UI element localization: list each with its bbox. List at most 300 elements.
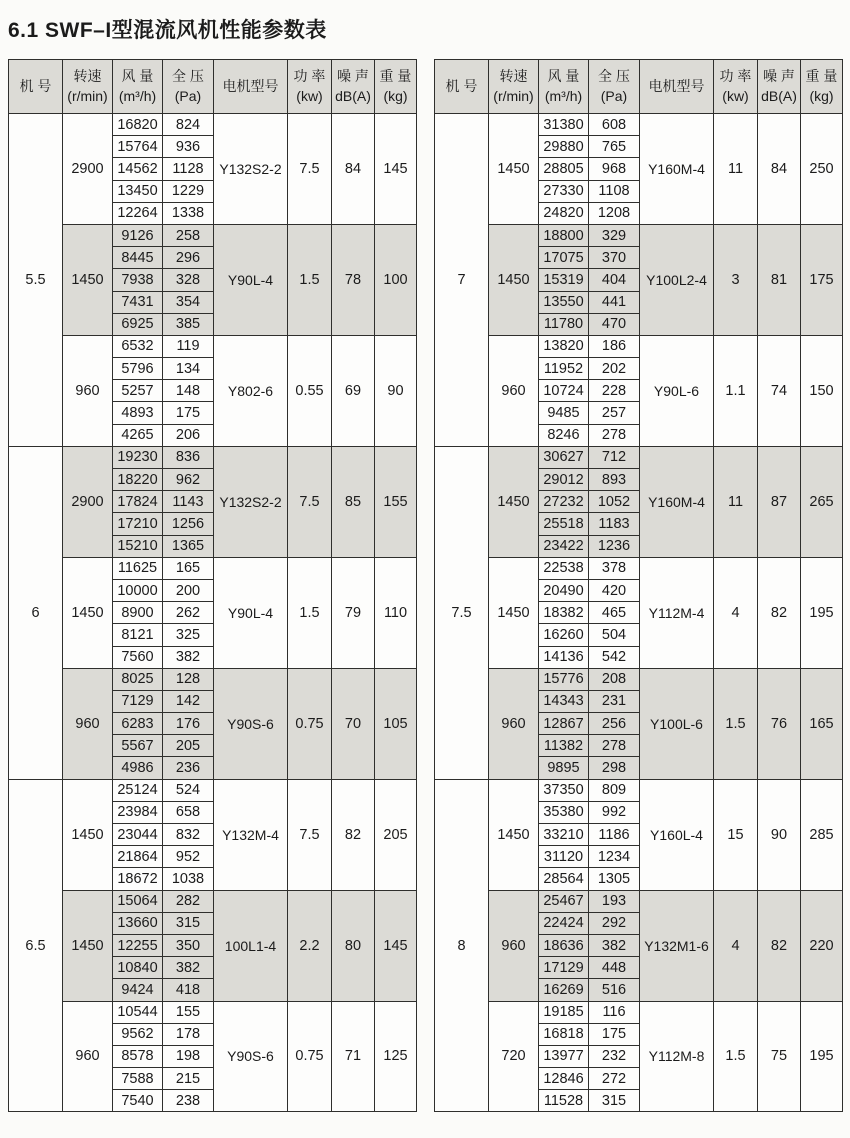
pressure-cell: 765: [589, 136, 640, 158]
flow-cell: 15064: [113, 890, 163, 912]
header-unit: (kw): [296, 87, 323, 104]
pressure-cell: 936: [163, 136, 214, 158]
pressure-cell: 206: [163, 424, 214, 446]
flow-cell: 18220: [113, 469, 163, 491]
header-unit: (Pa): [174, 87, 202, 104]
power-cell: 0.75: [288, 1001, 332, 1112]
flow-cell: 13660: [113, 912, 163, 934]
flow-cell: 28805: [539, 158, 589, 180]
table-row: [9, 557, 417, 579]
table-row: [9, 224, 417, 246]
pressure-cell: 298: [589, 757, 640, 779]
header-unit: (Pa): [600, 87, 628, 104]
weight-cell: 100: [375, 224, 417, 335]
motor-cell: 100L1-4: [214, 890, 288, 1001]
power-cell: 1.5: [714, 668, 758, 779]
power-cell: 2.2: [288, 890, 332, 1001]
pressure-cell: 238: [163, 1090, 214, 1112]
noise-cell: 81: [758, 224, 801, 335]
power-cell: 11: [714, 114, 758, 225]
noise-cell: 82: [758, 557, 801, 668]
pressure-cell: 712: [589, 446, 640, 468]
flow-cell: 31120: [539, 846, 589, 868]
pressure-cell: 404: [589, 269, 640, 291]
pressure-cell: 292: [589, 912, 640, 934]
flow-cell: 19185: [539, 1001, 589, 1023]
power-cell: 1.5: [288, 224, 332, 335]
flow-cell: 5257: [113, 380, 163, 402]
pressure-cell: 208: [589, 668, 640, 690]
pressure-cell: 516: [589, 979, 640, 1001]
header-power: [714, 60, 758, 114]
pressure-cell: 236: [163, 757, 214, 779]
pressure-cell: 329: [589, 224, 640, 246]
pressure-cell: 608: [589, 114, 640, 136]
pressure-cell: 1038: [163, 868, 214, 890]
header-label: 功 率: [293, 67, 326, 84]
flow-cell: 22424: [539, 912, 589, 934]
flow-cell: 16820: [113, 114, 163, 136]
flow-cell: 14136: [539, 646, 589, 668]
motor-cell: Y132S2-2: [214, 446, 288, 557]
flow-cell: 12846: [539, 1068, 589, 1090]
table-row: [435, 668, 843, 690]
power-cell: 0.75: [288, 668, 332, 779]
pressure-cell: 382: [163, 957, 214, 979]
header-unit: dB(A): [335, 87, 371, 104]
noise-cell: 87: [758, 446, 801, 557]
pressure-cell: 465: [589, 602, 640, 624]
header-label: 功 率: [719, 67, 752, 84]
noise-cell: 69: [332, 335, 375, 446]
noise-cell: 90: [758, 779, 801, 890]
pressure-cell: 228: [589, 380, 640, 402]
flow-cell: 5796: [113, 358, 163, 380]
table-row: [9, 890, 417, 912]
noise-cell: 78: [332, 224, 375, 335]
pressure-cell: 116: [589, 1001, 640, 1023]
power-cell: 3: [714, 224, 758, 335]
weight-cell: 265: [801, 446, 843, 557]
pressure-cell: 1305: [589, 868, 640, 890]
flow-cell: 24820: [539, 202, 589, 224]
pressure-cell: 354: [163, 291, 214, 313]
speed-cell: 1450: [63, 779, 113, 890]
header-unit: (m³/h): [118, 87, 157, 104]
pressure-cell: 824: [163, 114, 214, 136]
weight-cell: 285: [801, 779, 843, 890]
table-row: [435, 557, 843, 579]
pressure-cell: 1208: [589, 202, 640, 224]
header-speed: [63, 60, 113, 114]
flow-cell: 12867: [539, 713, 589, 735]
header-label: 噪 声: [763, 67, 795, 84]
power-cell: 1.1: [714, 335, 758, 446]
pressure-cell: 370: [589, 247, 640, 269]
flow-cell: 23044: [113, 824, 163, 846]
header-weight: [375, 60, 417, 114]
pressure-cell: 836: [163, 446, 214, 468]
header-size: [435, 60, 489, 114]
speed-cell: 2900: [63, 114, 113, 225]
pressure-cell: 382: [589, 934, 640, 956]
header-motor: [640, 60, 714, 114]
pressure-cell: 952: [163, 846, 214, 868]
header-speed: [489, 60, 539, 114]
pressure-cell: 256: [589, 713, 640, 735]
pressure-cell: 962: [163, 469, 214, 491]
noise-cell: 85: [332, 446, 375, 557]
weight-cell: 125: [375, 1001, 417, 1112]
noise-cell: 84: [332, 114, 375, 225]
weight-cell: 105: [375, 668, 417, 779]
pressure-cell: 1256: [163, 513, 214, 535]
flow-cell: 15210: [113, 535, 163, 557]
header-label: 重 量: [805, 67, 838, 84]
pressure-cell: 128: [163, 668, 214, 690]
weight-cell: 150: [801, 335, 843, 446]
speed-cell: 2900: [63, 446, 113, 557]
pressure-cell: 1229: [163, 180, 214, 202]
table-row: [9, 335, 417, 357]
pressure-cell: 1128: [163, 158, 214, 180]
flow-cell: 7431: [113, 291, 163, 313]
speed-cell: 1450: [63, 890, 113, 1001]
header-unit: (kg): [383, 87, 408, 104]
flow-cell: 14343: [539, 690, 589, 712]
flow-cell: 10000: [113, 579, 163, 601]
flow-cell: 28564: [539, 868, 589, 890]
motor-cell: Y90L-4: [214, 224, 288, 335]
flow-cell: 29880: [539, 136, 589, 158]
motor-cell: Y112M-4: [640, 557, 714, 668]
flow-cell: 37350: [539, 779, 589, 801]
flow-cell: 8578: [113, 1045, 163, 1067]
weight-cell: 195: [801, 557, 843, 668]
flow-cell: 11780: [539, 313, 589, 335]
power-cell: 11: [714, 446, 758, 557]
flow-cell: 7938: [113, 269, 163, 291]
header-label: 噪 声: [337, 67, 369, 84]
flow-cell: 12264: [113, 202, 163, 224]
flow-cell: 35380: [539, 801, 589, 823]
flow-cell: 6925: [113, 313, 163, 335]
flow-cell: 20490: [539, 579, 589, 601]
pressure-cell: 542: [589, 646, 640, 668]
page-title: 6.1 SWF–I型混流风机性能参数表: [8, 19, 327, 42]
pressure-cell: 315: [589, 1090, 640, 1112]
header-pressure: [589, 60, 640, 114]
speed-cell: 720: [489, 1001, 539, 1112]
pressure-cell: 119: [163, 335, 214, 357]
pressure-cell: 385: [163, 313, 214, 335]
header-size: [9, 60, 63, 114]
flow-cell: 18672: [113, 868, 163, 890]
noise-cell: 70: [332, 668, 375, 779]
power-cell: 4: [714, 557, 758, 668]
pressure-cell: 1186: [589, 824, 640, 846]
header-label: 风 量: [547, 67, 580, 84]
flow-cell: 27330: [539, 180, 589, 202]
pressure-cell: 272: [589, 1068, 640, 1090]
pressure-cell: 175: [163, 402, 214, 424]
pressure-cell: 1143: [163, 491, 214, 513]
motor-cell: Y160L-4: [640, 779, 714, 890]
pressure-cell: 175: [589, 1023, 640, 1045]
noise-cell: 82: [758, 890, 801, 1001]
fan-performance-table-right: [434, 59, 843, 1112]
pressure-cell: 205: [163, 735, 214, 757]
header-label: 全 压: [598, 67, 630, 84]
weight-cell: 145: [375, 890, 417, 1001]
flow-cell: 5567: [113, 735, 163, 757]
speed-cell: 960: [63, 1001, 113, 1112]
speed-cell: 1450: [63, 557, 113, 668]
header-label: 转速: [499, 67, 528, 84]
header-pressure: [163, 60, 214, 114]
pressure-cell: 1236: [589, 535, 640, 557]
power-cell: 7.5: [288, 779, 332, 890]
flow-cell: 13820: [539, 335, 589, 357]
flow-cell: 6532: [113, 335, 163, 357]
pressure-cell: 258: [163, 224, 214, 246]
flow-cell: 15319: [539, 269, 589, 291]
pressure-cell: 325: [163, 624, 214, 646]
header-row: [9, 60, 417, 114]
noise-cell: 82: [332, 779, 375, 890]
flow-cell: 10724: [539, 380, 589, 402]
flow-cell: 23422: [539, 535, 589, 557]
table-row: [9, 1001, 417, 1023]
flow-cell: 17824: [113, 491, 163, 513]
flow-cell: 9485: [539, 402, 589, 424]
pressure-cell: 282: [163, 890, 214, 912]
pressure-cell: 448: [589, 957, 640, 979]
header-motor: [214, 60, 288, 114]
power-cell: 7.5: [288, 446, 332, 557]
noise-cell: 79: [332, 557, 375, 668]
header-row: [435, 60, 843, 114]
size-cell: 6: [9, 446, 63, 779]
pressure-cell: 200: [163, 579, 214, 601]
pressure-cell: 658: [163, 801, 214, 823]
table-row: [9, 114, 417, 136]
flow-cell: 13977: [539, 1045, 589, 1067]
weight-cell: 205: [375, 779, 417, 890]
fan-performance-table-left: [8, 59, 417, 1112]
motor-cell: Y90L-4: [214, 557, 288, 668]
header-unit: (kw): [722, 87, 749, 104]
table-row: [435, 446, 843, 468]
header-flow: [539, 60, 589, 114]
motor-cell: Y802-6: [214, 335, 288, 446]
flow-cell: 17129: [539, 957, 589, 979]
pressure-cell: 186: [589, 335, 640, 357]
pressure-cell: 504: [589, 624, 640, 646]
pressure-cell: 193: [589, 890, 640, 912]
power-cell: 1.5: [714, 1001, 758, 1112]
pressure-cell: 202: [589, 358, 640, 380]
header-label: 重 量: [379, 67, 412, 84]
flow-cell: 23984: [113, 801, 163, 823]
pressure-cell: 1234: [589, 846, 640, 868]
pressure-cell: 1338: [163, 202, 214, 224]
header-label: 机 号: [19, 77, 52, 94]
motor-cell: Y160M-4: [640, 114, 714, 225]
flow-cell: 11382: [539, 735, 589, 757]
pressure-cell: 278: [589, 735, 640, 757]
table-row: [9, 446, 417, 468]
header-unit: (r/min): [493, 87, 534, 104]
noise-cell: 76: [758, 668, 801, 779]
weight-cell: 250: [801, 114, 843, 225]
flow-cell: 19230: [113, 446, 163, 468]
flow-cell: 25467: [539, 890, 589, 912]
pressure-cell: 231: [589, 690, 640, 712]
pressure-cell: 524: [163, 779, 214, 801]
flow-cell: 9562: [113, 1023, 163, 1045]
header-weight: [801, 60, 843, 114]
flow-cell: 16260: [539, 624, 589, 646]
speed-cell: 960: [63, 335, 113, 446]
flow-cell: 31380: [539, 114, 589, 136]
motor-cell: Y90S-6: [214, 1001, 288, 1112]
header-unit: (kg): [809, 87, 834, 104]
table-row: [435, 890, 843, 912]
power-cell: 7.5: [288, 114, 332, 225]
flow-cell: 12255: [113, 934, 163, 956]
flow-cell: 17210: [113, 513, 163, 535]
noise-cell: 74: [758, 335, 801, 446]
flow-cell: 11952: [539, 358, 589, 380]
table-row: [435, 224, 843, 246]
pressure-cell: 315: [163, 912, 214, 934]
weight-cell: 195: [801, 1001, 843, 1112]
weight-cell: 175: [801, 224, 843, 335]
flow-cell: 18800: [539, 224, 589, 246]
weight-cell: 145: [375, 114, 417, 225]
flow-cell: 21864: [113, 846, 163, 868]
flow-cell: 22538: [539, 557, 589, 579]
table-row: [435, 779, 843, 801]
flow-cell: 10840: [113, 957, 163, 979]
header-noise: [758, 60, 801, 114]
flow-cell: 8445: [113, 247, 163, 269]
header-flow: [113, 60, 163, 114]
header-unit: (m³/h): [544, 87, 583, 104]
speed-cell: 1450: [63, 224, 113, 335]
header-label: 电机型号: [222, 77, 279, 94]
flow-cell: 11625: [113, 557, 163, 579]
power-cell: 0.55: [288, 335, 332, 446]
pressure-cell: 1108: [589, 180, 640, 202]
flow-cell: 13550: [539, 291, 589, 313]
header-label: 风 量: [121, 67, 154, 84]
header-unit: (r/min): [67, 87, 108, 104]
pressure-cell: 278: [589, 424, 640, 446]
flow-cell: 14562: [113, 158, 163, 180]
pressure-cell: 232: [589, 1045, 640, 1067]
flow-cell: 7560: [113, 646, 163, 668]
weight-cell: 220: [801, 890, 843, 1001]
motor-cell: Y160M-4: [640, 446, 714, 557]
flow-cell: 11528: [539, 1090, 589, 1112]
flow-cell: 25518: [539, 513, 589, 535]
noise-cell: 75: [758, 1001, 801, 1112]
pressure-cell: 832: [163, 824, 214, 846]
flow-cell: 25124: [113, 779, 163, 801]
pressure-cell: 382: [163, 646, 214, 668]
pressure-cell: 418: [163, 979, 214, 1001]
size-cell: 6.5: [9, 779, 63, 1112]
speed-cell: 960: [489, 335, 539, 446]
pressure-cell: 148: [163, 380, 214, 402]
flow-cell: 8121: [113, 624, 163, 646]
motor-cell: Y100L-6: [640, 668, 714, 779]
flow-cell: 15776: [539, 668, 589, 690]
pressure-cell: 262: [163, 602, 214, 624]
flow-cell: 17075: [539, 247, 589, 269]
flow-cell: 13450: [113, 180, 163, 202]
size-cell: 7: [435, 114, 489, 447]
pressure-cell: 1365: [163, 535, 214, 557]
tables-container: [8, 59, 850, 1112]
flow-cell: 18636: [539, 934, 589, 956]
size-cell: 5.5: [9, 114, 63, 447]
speed-cell: 1450: [489, 557, 539, 668]
flow-cell: 7588: [113, 1068, 163, 1090]
motor-cell: Y132S2-2: [214, 114, 288, 225]
pressure-cell: 296: [163, 247, 214, 269]
weight-cell: 165: [801, 668, 843, 779]
motor-cell: Y132M1-6: [640, 890, 714, 1001]
table-row: [435, 335, 843, 357]
flow-cell: 9424: [113, 979, 163, 1001]
weight-cell: 155: [375, 446, 417, 557]
table-row: [9, 779, 417, 801]
speed-cell: 1450: [489, 779, 539, 890]
pressure-cell: 1052: [589, 491, 640, 513]
speed-cell: 1450: [489, 114, 539, 225]
flow-cell: 4265: [113, 424, 163, 446]
noise-cell: 71: [332, 1001, 375, 1112]
flow-cell: 33210: [539, 824, 589, 846]
motor-cell: Y90L-6: [640, 335, 714, 446]
flow-cell: 27232: [539, 491, 589, 513]
flow-cell: 4986: [113, 757, 163, 779]
pressure-cell: 215: [163, 1068, 214, 1090]
flow-cell: 30627: [539, 446, 589, 468]
pressure-cell: 134: [163, 358, 214, 380]
noise-cell: 84: [758, 114, 801, 225]
pressure-cell: 155: [163, 1001, 214, 1023]
pressure-cell: 1183: [589, 513, 640, 535]
weight-cell: 110: [375, 557, 417, 668]
speed-cell: 1450: [489, 446, 539, 557]
flow-cell: 18382: [539, 602, 589, 624]
flow-cell: 10544: [113, 1001, 163, 1023]
flow-cell: 29012: [539, 469, 589, 491]
flow-cell: 16818: [539, 1023, 589, 1045]
pressure-cell: 893: [589, 469, 640, 491]
pressure-cell: 257: [589, 402, 640, 424]
motor-cell: Y132M-4: [214, 779, 288, 890]
power-cell: 15: [714, 779, 758, 890]
pressure-cell: 992: [589, 801, 640, 823]
motor-cell: Y100L2-4: [640, 224, 714, 335]
header-label: 全 压: [172, 67, 204, 84]
pressure-cell: 420: [589, 579, 640, 601]
